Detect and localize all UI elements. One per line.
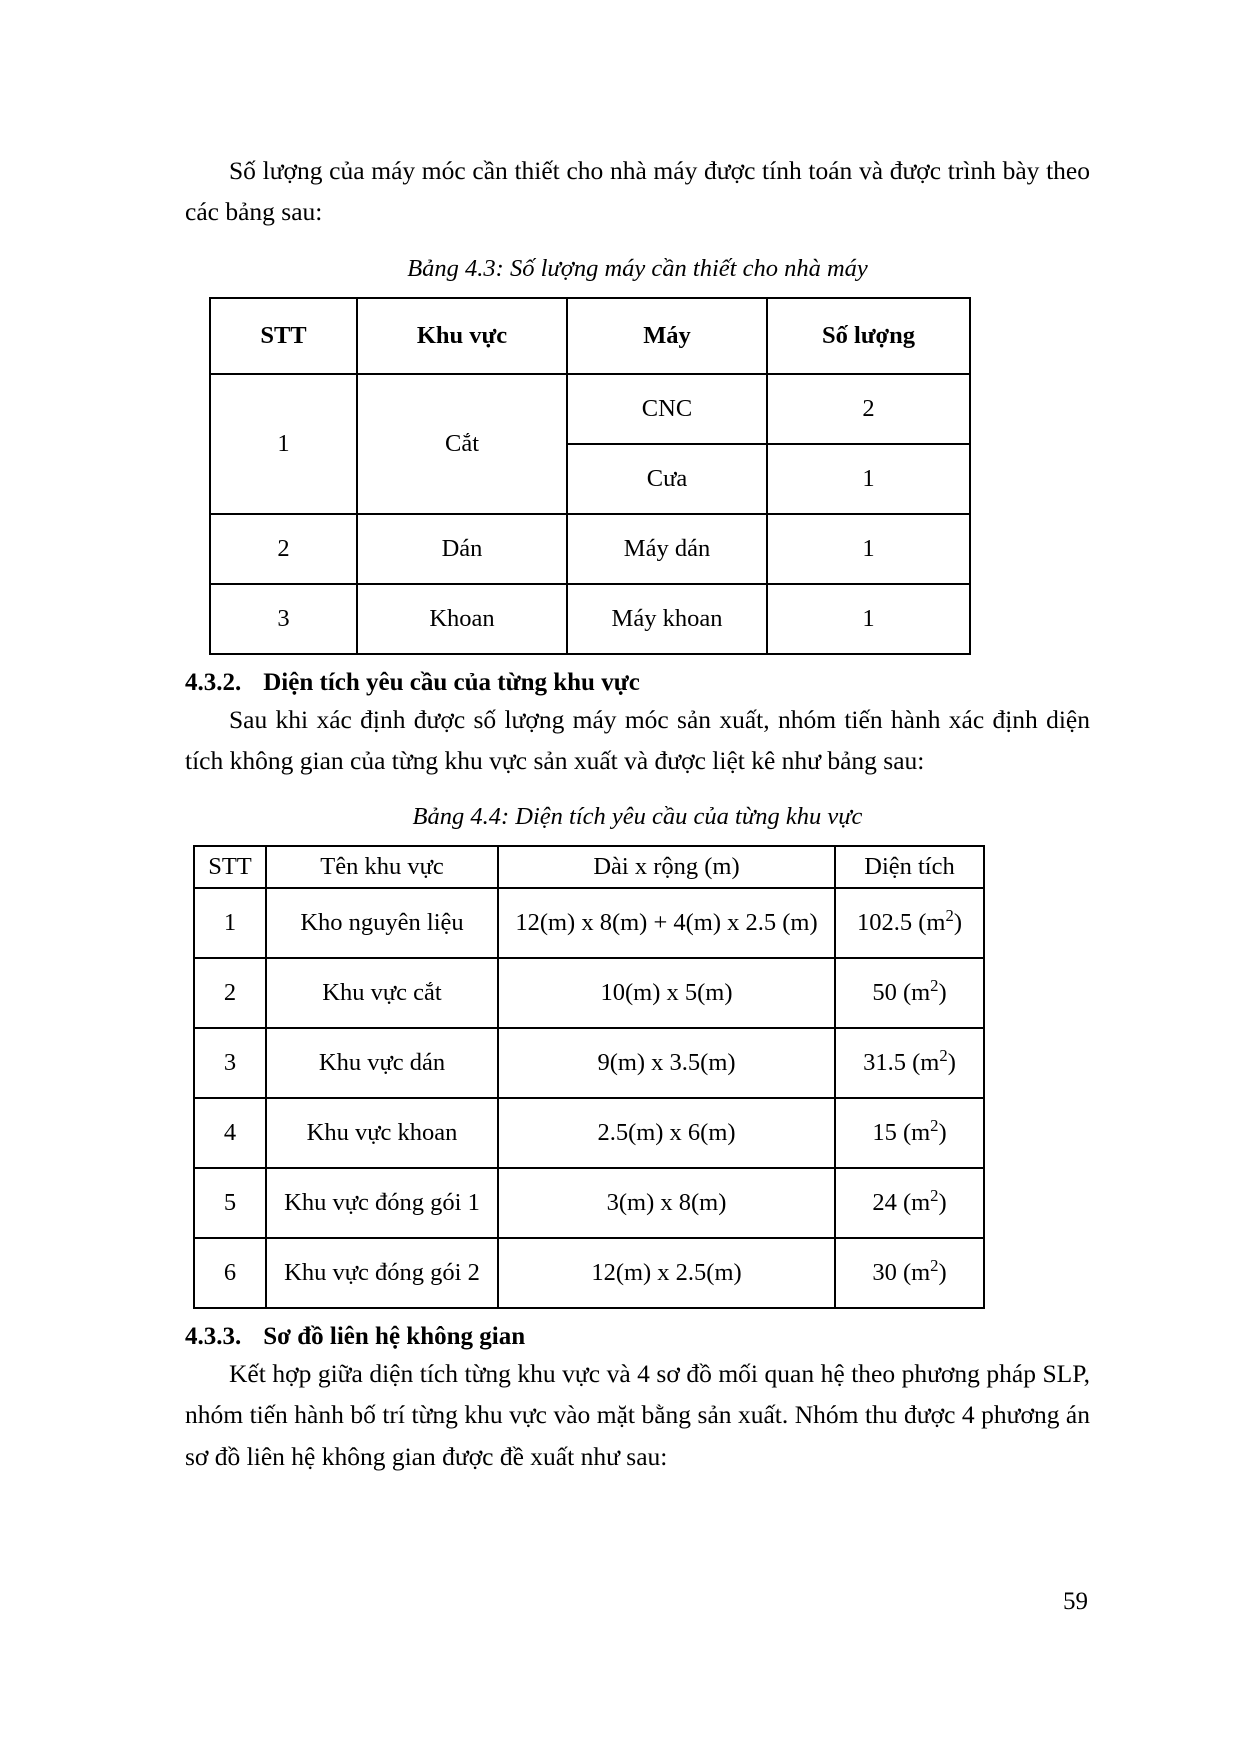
table-row <box>194 888 984 958</box>
table-row <box>194 958 984 1028</box>
cell-stt: 1 <box>210 374 357 514</box>
cell-size-close: ) <box>947 1049 956 1077</box>
cell-size <box>835 1238 984 1308</box>
cell-stt: 4 <box>194 1098 266 1168</box>
cell-machine: CNC <box>567 374 767 444</box>
cell-size <box>835 1098 984 1168</box>
section-432-number: 4.3.2. <box>185 668 242 696</box>
cell-size-exponent: 2 <box>930 1186 939 1206</box>
table-43 <box>209 297 971 655</box>
cell-size-close: ) <box>938 1189 947 1217</box>
section-433-number: 4.3.3. <box>185 1323 242 1351</box>
table-44-header-size: Diện tích <box>835 846 984 888</box>
table-44-header-name: Tên khu vực <box>266 846 498 888</box>
section-433-paragraph: Kết hợp giữa diện tích từng khu vực và 4 sơ đồ mối quan hệ theo phương pháp SLP, nhóm tiến hành bố trí từng khu vực vào mặt bằng sản xuất. Nhóm thu được 4 phương án sơ đồ liên hệ không gian được đề xuất như sau: <box>185 1359 1090 1471</box>
table-row <box>210 584 970 654</box>
cell-size-exponent: 2 <box>930 976 939 996</box>
table-44 <box>193 845 985 1309</box>
table-row <box>194 1098 984 1168</box>
cell-machine: Cưa <box>567 444 767 514</box>
cell-dimension: 3(m) x 8(m) <box>498 1168 835 1238</box>
table-43-header-row <box>210 298 970 374</box>
section-heading-432 <box>185 669 1090 697</box>
cell-name: Kho nguyên liệu <box>266 888 498 958</box>
cell-qty: 2 <box>767 374 970 444</box>
table-43-header-machine: Máy <box>567 298 767 374</box>
table-row <box>194 1028 984 1098</box>
cell-area: Khoan <box>357 584 567 654</box>
table-44-caption: Bảng 4.4: Diện tích yêu cầu của từng khu vực <box>412 803 863 831</box>
cell-qty: 1 <box>767 444 970 514</box>
cell-area: Dán <box>357 514 567 584</box>
cell-size-exponent: 2 <box>939 1046 948 1066</box>
table-43-header-stt: STT <box>210 298 357 374</box>
cell-machine: Máy khoan <box>567 584 767 654</box>
cell-size-value: 30 (m <box>872 1259 931 1287</box>
section-432-title: Diện tích yêu cầu của từng khu vực <box>263 668 640 696</box>
cell-size-close: ) <box>953 909 962 937</box>
cell-name: Khu vực khoan <box>266 1098 498 1168</box>
section-432-paragraph: Sau khi xác định được số lượng máy móc sản xuất, nhóm tiến hành xác định diện tích không gian của từng khu vực sản xuất và được liệt kê như bảng sau: <box>185 704 1090 775</box>
cell-name: Khu vực dán <box>266 1028 498 1098</box>
cell-size <box>835 1168 984 1238</box>
cell-size-value: 102.5 (m <box>857 909 946 937</box>
cell-qty: 1 <box>767 514 970 584</box>
cell-name: Khu vực cắt <box>266 958 498 1028</box>
cell-qty: 1 <box>767 584 970 654</box>
cell-size-close: ) <box>938 1259 947 1287</box>
table-43-header-area: Khu vực <box>357 298 567 374</box>
cell-stt: 1 <box>194 888 266 958</box>
cell-size-value: 31.5 (m <box>863 1049 940 1077</box>
cell-dimension: 2.5(m) x 6(m) <box>498 1098 835 1168</box>
cell-dimension: 9(m) x 3.5(m) <box>498 1028 835 1098</box>
table-44-header-row <box>194 846 984 888</box>
cell-size-exponent: 2 <box>930 1116 939 1136</box>
cell-stt: 5 <box>194 1168 266 1238</box>
cell-size-exponent: 2 <box>930 1256 939 1276</box>
table-row <box>194 1168 984 1238</box>
cell-size-close: ) <box>938 979 947 1007</box>
cell-size <box>835 888 984 958</box>
table-43-caption: Bảng 4.3: Số lượng máy cần thiết cho nhà máy <box>407 254 868 282</box>
intro-paragraph: Số lượng của máy móc cần thiết cho nhà máy được tính toán và được trình bày theo các bảng sau: <box>185 156 1090 227</box>
cell-dimension: 12(m) x 8(m) + 4(m) x 2.5 (m) <box>498 888 835 958</box>
cell-size-close: ) <box>938 1119 947 1147</box>
cell-size-value: 15 (m <box>872 1119 931 1147</box>
section-heading-433 <box>185 1323 1090 1351</box>
cell-area: Cắt <box>357 374 567 514</box>
cell-dimension: 10(m) x 5(m) <box>498 958 835 1028</box>
cell-size <box>835 1028 984 1098</box>
cell-name: Khu vực đóng gói 1 <box>266 1168 498 1238</box>
section-433-title: Sơ đồ liên hệ không gian <box>263 1323 526 1351</box>
cell-stt: 6 <box>194 1238 266 1308</box>
cell-stt: 2 <box>194 958 266 1028</box>
cell-machine: Máy dán <box>567 514 767 584</box>
cell-dimension: 12(m) x 2.5(m) <box>498 1238 835 1308</box>
cell-stt: 3 <box>210 584 357 654</box>
cell-size-exponent: 2 <box>945 906 954 926</box>
cell-stt: 2 <box>210 514 357 584</box>
table-row <box>210 514 970 584</box>
table-row <box>210 374 970 444</box>
table-43-header-qty: Số lượng <box>767 298 970 374</box>
cell-name: Khu vực đóng gói 2 <box>266 1238 498 1308</box>
table-44-header-dim: Dài x rộng (m) <box>498 846 835 888</box>
table-row <box>194 1238 984 1308</box>
cell-size-value: 50 (m <box>872 979 931 1007</box>
cell-size-value: 24 (m <box>872 1189 931 1217</box>
page-number: 59 <box>1063 1588 1088 1615</box>
table-44-header-stt: STT <box>194 846 266 888</box>
cell-size <box>835 958 984 1028</box>
cell-stt: 3 <box>194 1028 266 1098</box>
